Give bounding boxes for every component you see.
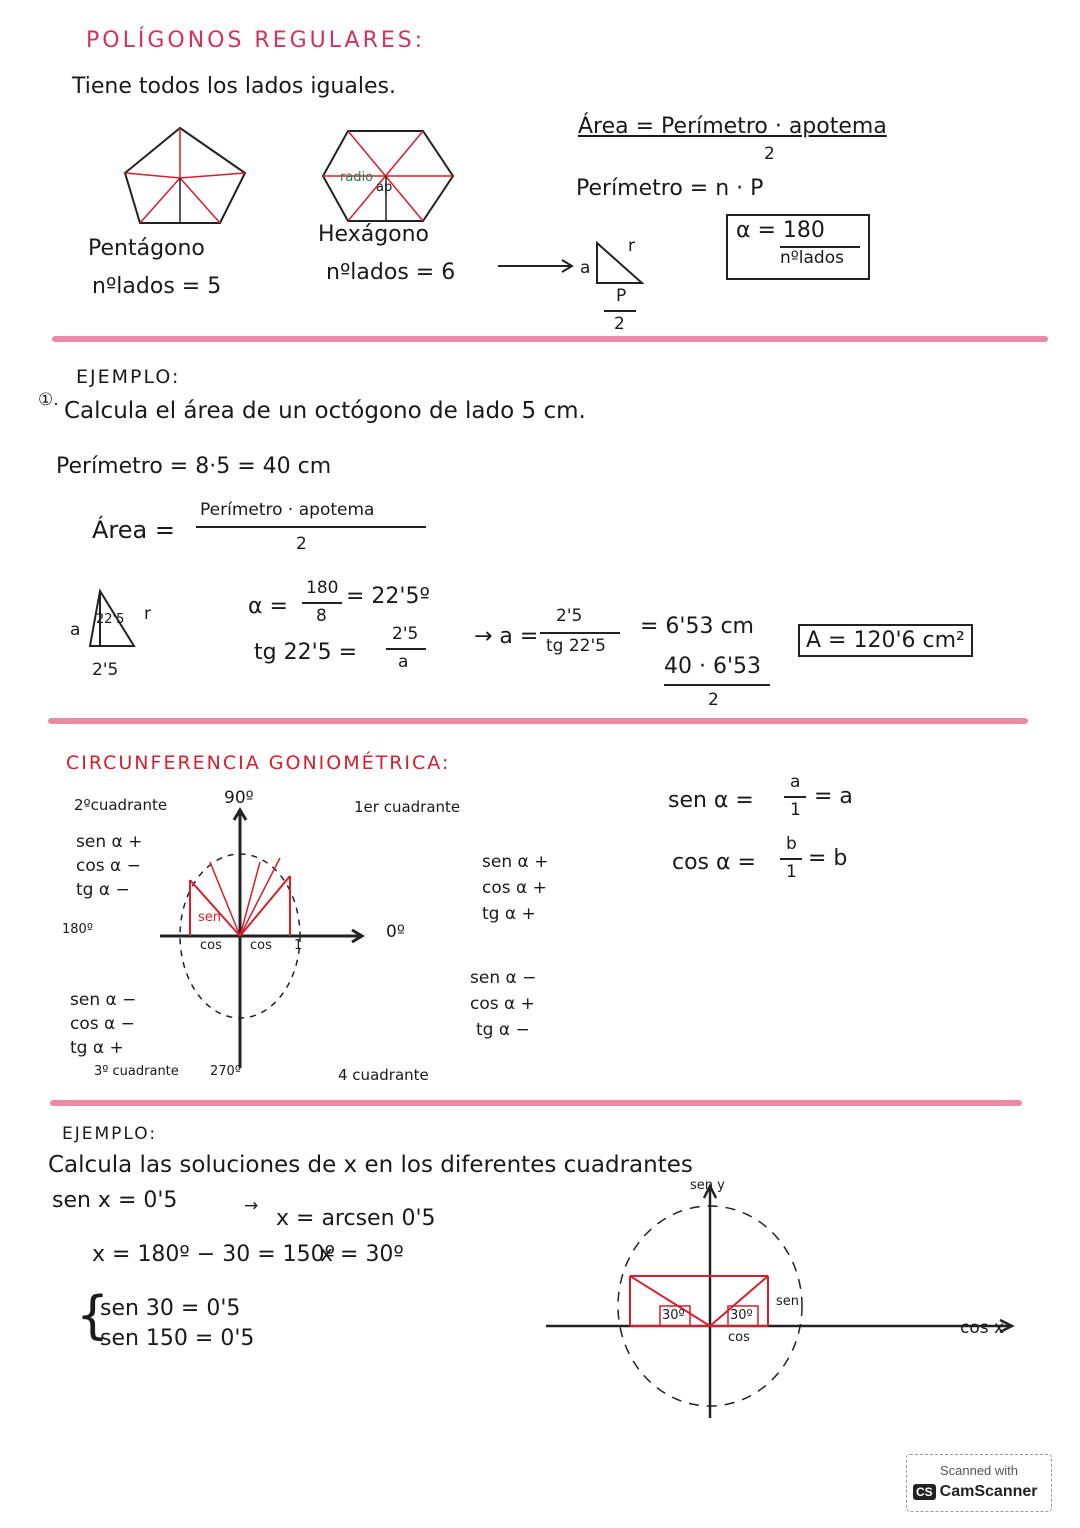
area-fraction-bar <box>196 526 426 528</box>
badge-line1: Scanned with <box>939 1463 1019 1478</box>
hexagon-radius-label: radio <box>340 170 374 185</box>
section-title-unit-circle: CIRCUNFERENCIA GONIOMÉTRICA: <box>66 752 451 774</box>
camscanner-badge <box>906 1454 1052 1512</box>
area-calc-num: 40 · 6'53 <box>664 654 762 679</box>
area-label: Área = <box>92 516 175 544</box>
deg-0: 0º <box>386 922 405 942</box>
example-heading: EJEMPLO: <box>76 366 181 388</box>
perimeter-formula: Perímetro = n · P <box>576 176 764 201</box>
example2-heading: EJEMPLO: <box>62 1124 158 1144</box>
q4-tg: tg α − <box>476 1020 530 1040</box>
sen-def-result: = a <box>814 784 853 809</box>
deg-180: 180º <box>62 922 93 937</box>
sen-def-num: a <box>790 772 801 792</box>
alpha-formula-numerator: α = 180 <box>736 218 825 243</box>
angle-left-label: 30º <box>662 1308 685 1323</box>
uc-cos-label-right: cos <box>250 938 272 953</box>
tg-step-den: a <box>398 652 409 672</box>
q3-tg: tg α + <box>70 1038 124 1058</box>
triangle-r-label: r <box>628 236 635 256</box>
hexagon-figure <box>318 126 458 226</box>
arrow-step: → <box>244 1196 259 1216</box>
example-number: ①. <box>38 390 59 410</box>
a-step-label: → a = <box>474 624 539 649</box>
a-step-bar <box>540 632 620 634</box>
area-numerator: Perímetro · apotema <box>200 500 375 520</box>
badge-line2 <box>913 1483 1038 1501</box>
angle-right-label: 30º <box>730 1308 753 1323</box>
deg-90: 90º <box>224 788 254 808</box>
q1-tg: tg α + <box>482 904 536 924</box>
area-formula: Área = Perímetro · apotema <box>578 114 887 139</box>
tg-step-num: 2'5 <box>392 624 419 644</box>
uc-sen-label: sen <box>198 910 222 925</box>
q4-cos: cos α + <box>470 994 535 1014</box>
cos-def-den: 1 <box>786 862 797 882</box>
perimeter-calc: Perímetro = 8·5 = 40 cm <box>56 454 332 479</box>
alpha-step-result: = 22'5º <box>346 584 430 609</box>
triangle-fraction-bar <box>604 310 636 312</box>
section-title-regular-polygons: POLÍGONOS REGULARES: <box>86 28 426 53</box>
alpha-step-num: 180 <box>306 578 339 598</box>
arrow-icon <box>498 256 578 276</box>
q3-sen: sen α − <box>70 990 137 1010</box>
octagon-tri-base: 2'5 <box>92 660 119 680</box>
alpha-step-bar <box>302 602 342 604</box>
x-calc: x = 180º − 30 = 150º <box>92 1242 335 1267</box>
arcsen-step: x = arcsen 0'5 <box>276 1206 436 1231</box>
solution-brace: { <box>76 1286 110 1346</box>
uc-cos-label-left: cos <box>200 938 222 953</box>
solution-1: sen 30 = 0'5 <box>100 1296 241 1321</box>
alpha-formula-denominator: nºlados <box>780 248 844 268</box>
solution-2: sen 150 = 0'5 <box>100 1326 255 1351</box>
q4-label: 4 cuadrante <box>338 1066 429 1084</box>
sen-def-bar <box>784 796 806 798</box>
triangle-2-label: 2 <box>614 314 625 334</box>
q3-cos: cos α − <box>70 1014 135 1034</box>
area-formula-denominator: 2 <box>764 144 775 164</box>
sen-segment-label: sen <box>776 1294 800 1309</box>
axis-x-label: cos x <box>960 1318 1005 1338</box>
area-denominator: 2 <box>296 534 307 554</box>
cos-segment-label: cos <box>728 1330 750 1345</box>
alpha-step-label: α = <box>248 594 288 619</box>
tg-step-bar <box>386 648 426 650</box>
cos-def-num: b <box>786 834 797 854</box>
octagon-tri-angle: 22'5 <box>96 612 125 627</box>
axis-y-label: sen y <box>690 1178 725 1193</box>
triangle-figure <box>592 238 652 288</box>
x-30: x = 30º <box>320 1242 404 1267</box>
q3-label: 3º cuadrante <box>94 1064 179 1079</box>
q2-tg: tg α − <box>76 880 130 900</box>
triangle-p-label: P <box>616 286 627 306</box>
cos-definition: cos α = <box>672 850 756 875</box>
a-step-num: 2'5 <box>556 606 583 626</box>
alpha-step-den: 8 <box>316 606 327 626</box>
hexagon-sides: nºlados = 6 <box>326 260 456 285</box>
uc-one-label: 1 <box>294 938 303 953</box>
q4-sen: sen α − <box>470 968 537 988</box>
area-calc-bar <box>664 684 770 686</box>
example2-task: Calcula las soluciones de x en los diferentes cuadrantes <box>48 1152 693 1178</box>
sen-definition: sen α = <box>668 788 754 813</box>
separator-1 <box>52 336 1048 342</box>
q1-sen: sen α + <box>482 852 549 872</box>
equation: sen x = 0'5 <box>52 1188 178 1213</box>
octagon-tri-r: r <box>144 604 151 624</box>
area-result-box: A = 120'6 cm² <box>798 624 973 657</box>
badge-brand: CamScanner <box>939 1483 1038 1500</box>
q2-sen: sen α + <box>76 832 143 852</box>
deg-270: 270º <box>210 1064 241 1079</box>
sen-def-den: 1 <box>790 800 801 820</box>
example-task: Calcula el área de un octógono de lado 5 cm. <box>64 398 586 424</box>
q1-cos: cos α + <box>482 878 547 898</box>
cos-def-result: = b <box>808 846 848 871</box>
pentagon-figure <box>120 118 260 228</box>
a-step-result: = 6'53 cm <box>640 614 754 639</box>
q2-cos: cos α − <box>76 856 141 876</box>
pentagon-label: Pentágono <box>88 236 205 261</box>
q1-label: 1er cuadrante <box>354 798 461 816</box>
tg-step-label: tg 22'5 = <box>254 640 358 665</box>
camscanner-logo-icon: CS <box>913 1484 936 1500</box>
hexagon-apothem-label: ap <box>376 180 393 195</box>
cos-def-bar <box>780 858 802 860</box>
separator-3 <box>50 1100 1022 1106</box>
octagon-tri-a: a <box>70 620 81 640</box>
area-calc-den: 2 <box>708 690 719 710</box>
a-step-den: tg 22'5 <box>546 636 606 656</box>
pentagon-sides: nºlados = 5 <box>92 274 222 299</box>
triangle-a-label: a <box>580 258 591 278</box>
q2-label: 2ºcuadrante <box>74 796 168 814</box>
hexagon-label: Hexágono <box>318 222 430 247</box>
separator-2 <box>48 718 1028 724</box>
definition-text: Tiene todos los lados iguales. <box>72 74 396 99</box>
